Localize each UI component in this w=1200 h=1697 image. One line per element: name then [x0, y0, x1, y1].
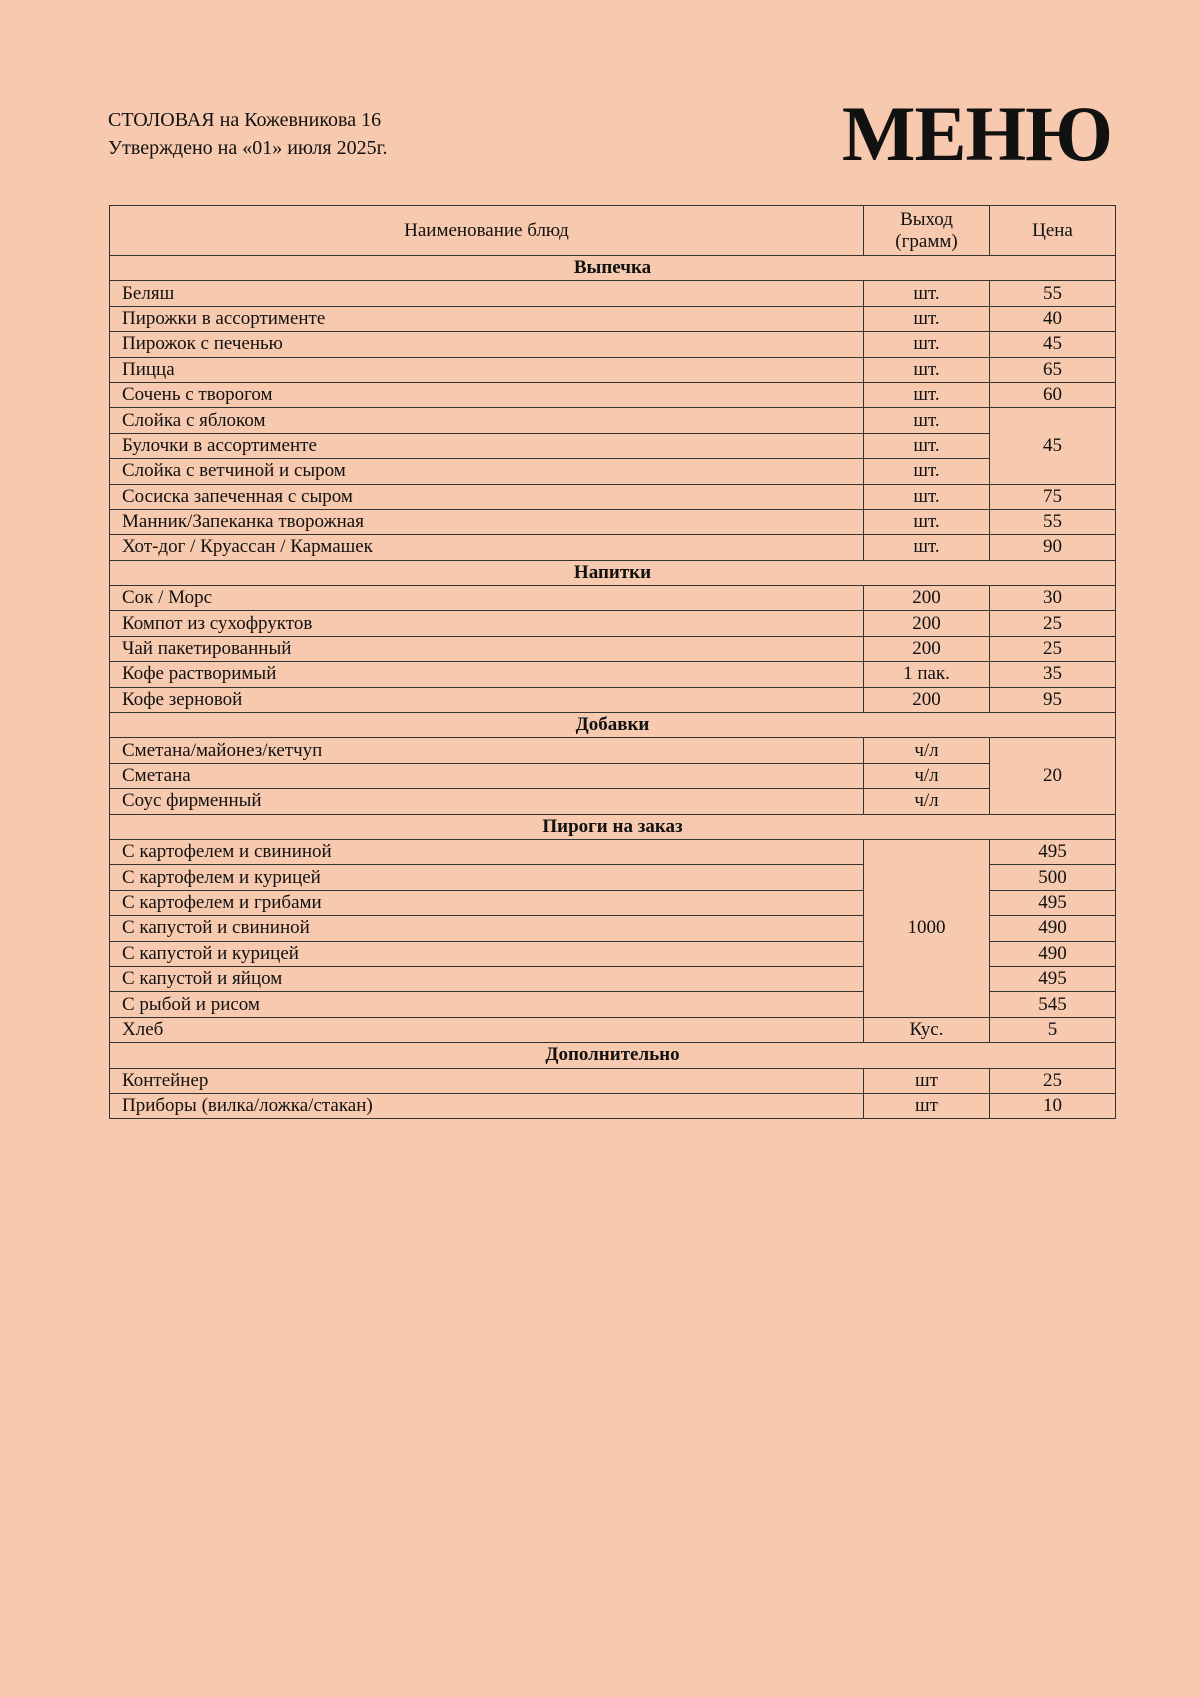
section-title-drinks: Напитки — [110, 560, 1116, 585]
item-name: Кофе растворимый — [110, 662, 864, 687]
item-price: 35 — [990, 662, 1116, 687]
section-row — [110, 1043, 1116, 1068]
item-name: Сок / Морс — [110, 586, 864, 611]
canteen-name: СТОЛОВАЯ на Кожевникова 16 — [108, 109, 382, 131]
table-row — [110, 1068, 1116, 1093]
table-row — [110, 636, 1116, 661]
item-output: 200 — [864, 586, 990, 611]
item-name: Чай пакетированный — [110, 636, 864, 661]
item-name: Приборы (вилка/ложка/стакан) — [110, 1093, 864, 1118]
item-name: Пицца — [110, 357, 864, 382]
section-row — [110, 814, 1116, 839]
item-name: Контейнер — [110, 1068, 864, 1093]
group-price: 20 — [990, 738, 1116, 814]
table-row — [110, 662, 1116, 687]
item-price: 75 — [990, 484, 1116, 509]
item-price: 545 — [990, 992, 1116, 1017]
item-name: Соус фирменный — [110, 789, 864, 814]
item-price: 25 — [990, 636, 1116, 661]
item-name: С картофелем и курицей — [110, 865, 864, 890]
item-output: ч/л — [864, 738, 990, 763]
item-name: С рыбой и рисом — [110, 992, 864, 1017]
item-price: 10 — [990, 1093, 1116, 1118]
item-output: шт. — [864, 357, 990, 382]
item-price: 490 — [990, 916, 1116, 941]
item-name: Манник/Запеканка творожная — [110, 509, 864, 534]
header-price: Цена — [990, 206, 1116, 256]
item-output: шт. — [864, 535, 990, 560]
item-output: шт. — [864, 509, 990, 534]
section-title-additions: Добавки — [110, 713, 1116, 738]
item-output: ч/л — [864, 789, 990, 814]
item-name: Сметана/майонез/кетчуп — [110, 738, 864, 763]
table-row — [110, 586, 1116, 611]
section-row — [110, 560, 1116, 585]
item-output: 200 — [864, 611, 990, 636]
item-price: 25 — [990, 1068, 1116, 1093]
item-output: шт. — [864, 306, 990, 331]
table-row — [110, 484, 1116, 509]
item-output: шт. — [864, 382, 990, 407]
table-row — [110, 535, 1116, 560]
item-name: Булочки в ассортименте — [110, 433, 864, 458]
item-name: Слойка с яблоком — [110, 408, 864, 433]
item-output: шт. — [864, 332, 990, 357]
table-row — [110, 281, 1116, 306]
item-price: 5 — [990, 1017, 1116, 1042]
item-price: 495 — [990, 966, 1116, 991]
section-title-bakery: Выпечка — [110, 256, 1116, 281]
item-price: 65 — [990, 357, 1116, 382]
item-price: 495 — [990, 890, 1116, 915]
menu-table — [109, 205, 1116, 1119]
table-row — [110, 1017, 1116, 1042]
item-output: Кус. — [864, 1017, 990, 1042]
item-price: 55 — [990, 509, 1116, 534]
table-row — [110, 611, 1116, 636]
item-name: Сочень с творогом — [110, 382, 864, 407]
section-title-extra: Дополнительно — [110, 1043, 1116, 1068]
item-price: 95 — [990, 687, 1116, 712]
item-price: 30 — [990, 586, 1116, 611]
item-name: С картофелем и грибами — [110, 890, 864, 915]
table-row — [110, 433, 1116, 458]
item-price: 500 — [990, 865, 1116, 890]
item-output: 200 — [864, 636, 990, 661]
header-name: Наименование блюд — [110, 206, 864, 256]
group-price: 45 — [990, 408, 1116, 484]
item-price: 60 — [990, 382, 1116, 407]
section-title-pies: Пироги на заказ — [110, 814, 1116, 839]
approval-date: Утверждено на «01» июля 2025г. — [108, 137, 388, 159]
item-price: 45 — [990, 332, 1116, 357]
table-row — [110, 509, 1116, 534]
item-price: 40 — [990, 306, 1116, 331]
item-name: Пирожок с печенью — [110, 332, 864, 357]
table-row — [110, 357, 1116, 382]
item-name: Хот-дог / Круассан / Кармашек — [110, 535, 864, 560]
table-row — [110, 332, 1116, 357]
item-name: С капустой и яйцом — [110, 966, 864, 991]
item-name: Пирожки в ассортименте — [110, 306, 864, 331]
table-row — [110, 459, 1116, 484]
item-name: Беляш — [110, 281, 864, 306]
item-output: 200 — [864, 687, 990, 712]
item-price: 495 — [990, 839, 1116, 864]
item-name: Хлеб — [110, 1017, 864, 1042]
header-output-line1: Выход — [900, 208, 953, 230]
item-price: 490 — [990, 941, 1116, 966]
table-row — [110, 839, 1116, 864]
item-name: С капустой и свининой — [110, 916, 864, 941]
group-output: 1000 — [864, 839, 990, 1017]
canteen-info — [108, 106, 388, 162]
item-name: С картофелем и свининой — [110, 839, 864, 864]
table-row — [110, 382, 1116, 407]
item-price: 25 — [990, 611, 1116, 636]
item-output: шт. — [864, 459, 990, 484]
item-name: Кофе зерновой — [110, 687, 864, 712]
table-row — [110, 306, 1116, 331]
item-name: Сметана — [110, 763, 864, 788]
item-output: шт. — [864, 281, 990, 306]
item-output: шт — [864, 1093, 990, 1118]
item-output: шт. — [864, 433, 990, 458]
item-output: ч/л — [864, 763, 990, 788]
item-output: шт. — [864, 484, 990, 509]
item-output: шт. — [864, 408, 990, 433]
table-row — [110, 1093, 1116, 1118]
header-output-line2: (грамм) — [895, 230, 958, 252]
section-row — [110, 256, 1116, 281]
header-output — [864, 206, 990, 256]
item-price: 90 — [990, 535, 1116, 560]
table-row — [110, 738, 1116, 763]
table-row — [110, 408, 1116, 433]
table-header-row — [110, 206, 1116, 256]
item-name: Компот из сухофруктов — [110, 611, 864, 636]
table-row — [110, 687, 1116, 712]
table-row — [110, 763, 1116, 788]
item-output: 1 пак. — [864, 662, 990, 687]
item-price: 55 — [990, 281, 1116, 306]
section-row — [110, 713, 1116, 738]
table-row — [110, 789, 1116, 814]
item-output: шт — [864, 1068, 990, 1093]
page-title: МЕНЮ — [841, 90, 1112, 177]
item-name: С капустой и курицей — [110, 941, 864, 966]
item-name: Сосиска запеченная с сыром — [110, 484, 864, 509]
item-name: Слойка с ветчиной и сыром — [110, 459, 864, 484]
